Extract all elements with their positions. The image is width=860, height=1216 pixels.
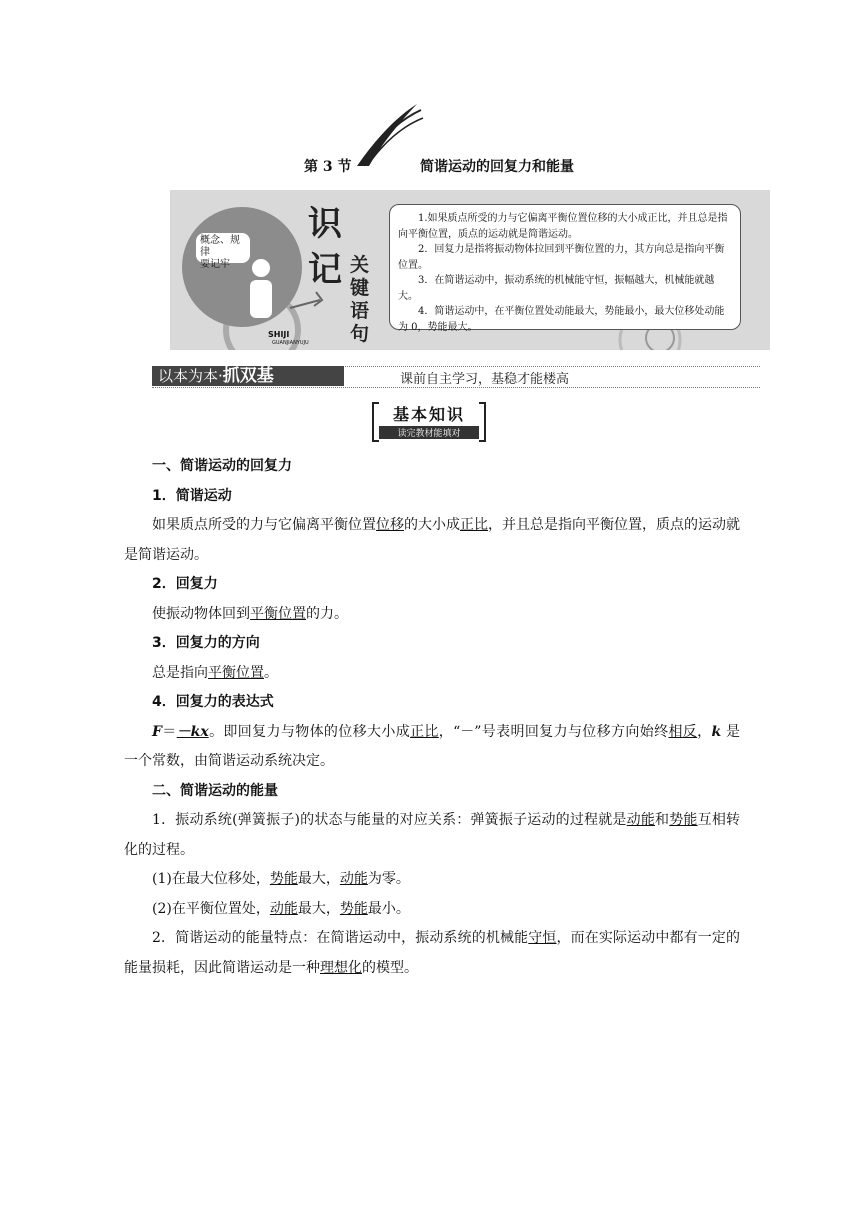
banner-side-char: 语 bbox=[350, 300, 370, 322]
formula-var: F bbox=[152, 723, 162, 740]
key-sentence: 4．简谐运动中，在平衡位置处动能最大，势能最小，最大位移处动能为 0，势能最大。 bbox=[398, 306, 725, 333]
shiji-sublabel: GUANJIANYUJU bbox=[272, 340, 309, 346]
text: 。即回复力与物体的位移大小成 bbox=[208, 723, 411, 740]
paragraph bbox=[124, 600, 740, 630]
text: 是一个常数，由简谐运动系统决定。 bbox=[124, 723, 741, 769]
text: 的模型。 bbox=[362, 959, 418, 976]
text: 为零。 bbox=[367, 871, 410, 887]
strip-heading-b: 抓双基 bbox=[222, 366, 274, 386]
shiji-label: SHIJI bbox=[268, 330, 290, 339]
subheading: 1．简谐运动 bbox=[152, 487, 232, 504]
blank-answer: 势能 bbox=[669, 812, 698, 828]
text: ，并且总是指向平衡位置，质点的运动就是简谐运动。 bbox=[124, 517, 740, 563]
key-sentence: 3．在简谐运动中，振动系统的机械能守恒，振幅越大，机械能就越大。 bbox=[398, 275, 715, 302]
key-sentences-box bbox=[389, 204, 741, 333]
blank-answer: 理想化 bbox=[320, 959, 362, 976]
paragraph bbox=[124, 924, 740, 983]
paragraph bbox=[124, 718, 740, 777]
subheading: 3．回复力的方向 bbox=[152, 635, 260, 651]
badge-title: 基本知识 bbox=[392, 405, 465, 424]
paragraph bbox=[124, 806, 740, 865]
heading-one: 一、简谐运动的回复力 bbox=[152, 458, 292, 474]
text: 互相转化的过程。 bbox=[124, 812, 741, 858]
subheading: 2．回复力 bbox=[152, 576, 218, 592]
banner-side-char: 键 bbox=[350, 277, 370, 299]
text: 总是指向 bbox=[152, 664, 208, 681]
blank-answer: －kx bbox=[176, 723, 209, 740]
key-sentence: 1.如果质点所受的力与它偏离平衡位置位移的大小成正比，并且总是指向平衡位置，质点的运动就是简谐运动。 bbox=[398, 213, 728, 240]
text: ＝ bbox=[161, 723, 177, 740]
bracket-left bbox=[372, 402, 379, 442]
text: 2．简谐运动的能量特点：在简谐运动中，振动系统的机械能 bbox=[152, 930, 529, 946]
section-number: 第 3 节 bbox=[304, 159, 352, 175]
blank-answer: 平衡位置 bbox=[250, 605, 306, 622]
banner-side-char: 句 bbox=[350, 323, 370, 345]
text: 最大， bbox=[297, 871, 340, 887]
strip-tagline: 课前自主学习，基稳才能楼高 bbox=[400, 372, 570, 387]
text: 和 bbox=[655, 812, 670, 828]
bubble-line: 要记牢 bbox=[200, 259, 230, 270]
blank-answer: 势能 bbox=[339, 900, 368, 917]
blank-answer: 平衡位置 bbox=[208, 664, 264, 681]
paragraph bbox=[124, 865, 740, 895]
blank-answer: 相反 bbox=[668, 723, 698, 740]
key-sentence: 2．回复力是指将振动物体拉回到平衡位置的力，其方向总是指向平衡位置。 bbox=[398, 244, 725, 271]
text: (2)在平衡位置处， bbox=[152, 900, 270, 917]
banner-big-char: 识 bbox=[308, 204, 342, 244]
paragraph bbox=[124, 895, 740, 925]
section-title: 简谐运动的回复力和能量 bbox=[420, 159, 574, 175]
text: ， bbox=[697, 723, 712, 740]
blank-answer: 守恒 bbox=[528, 930, 557, 946]
blank-answer: 正比 bbox=[410, 723, 439, 740]
subheading: 4．回复力的表达式 bbox=[152, 694, 274, 710]
text: ，“－”号表明回复力与位移方向始终 bbox=[438, 723, 669, 740]
swoosh-decoration bbox=[355, 100, 425, 170]
blank-answer: 动能 bbox=[269, 900, 298, 917]
paragraph bbox=[124, 511, 740, 570]
blank-answer: 位移 bbox=[376, 517, 404, 533]
paragraph bbox=[124, 659, 740, 689]
text: ，而在实际运动中都有一定的能量损耗，因此简谐运动是一种 bbox=[124, 930, 741, 976]
blank-answer: 正比 bbox=[460, 517, 488, 533]
badge-subtitle: 读完教材能填对 bbox=[379, 426, 479, 439]
blank-answer: 动能 bbox=[626, 812, 656, 828]
strip-heading-a: 以本为本· bbox=[158, 367, 223, 385]
text: 的大小成 bbox=[404, 517, 460, 533]
person-icon bbox=[244, 258, 278, 320]
text: 最大， bbox=[297, 900, 340, 917]
speech-bubble bbox=[196, 233, 250, 270]
text: (1)在最大位移处， bbox=[152, 871, 270, 887]
strip-heading bbox=[152, 366, 344, 386]
text: 1．振动系统(弹簧振子)的状态与能量的对应关系：弹簧振子运动的过程就是 bbox=[152, 812, 627, 828]
text: 。 bbox=[264, 664, 278, 681]
basic-knowledge-badge bbox=[374, 402, 484, 439]
text: 如果质点所受的力与它偏离平衡位置 bbox=[152, 517, 376, 533]
text: 最小。 bbox=[367, 900, 410, 917]
text: 使振动物体回到 bbox=[152, 605, 250, 622]
bracket-right bbox=[479, 402, 486, 442]
text: 的力。 bbox=[306, 605, 348, 622]
banner-side-char: 关 bbox=[350, 254, 370, 276]
body-text bbox=[124, 452, 740, 983]
heading-two: 二、简谐运动的能量 bbox=[152, 782, 278, 799]
blank-answer: 动能 bbox=[339, 871, 368, 887]
blank-answer: 势能 bbox=[269, 871, 298, 887]
banner-big-char: 记 bbox=[308, 250, 342, 290]
bubble-line: 概念、规律 bbox=[200, 235, 240, 258]
formula-var: k bbox=[711, 723, 722, 740]
